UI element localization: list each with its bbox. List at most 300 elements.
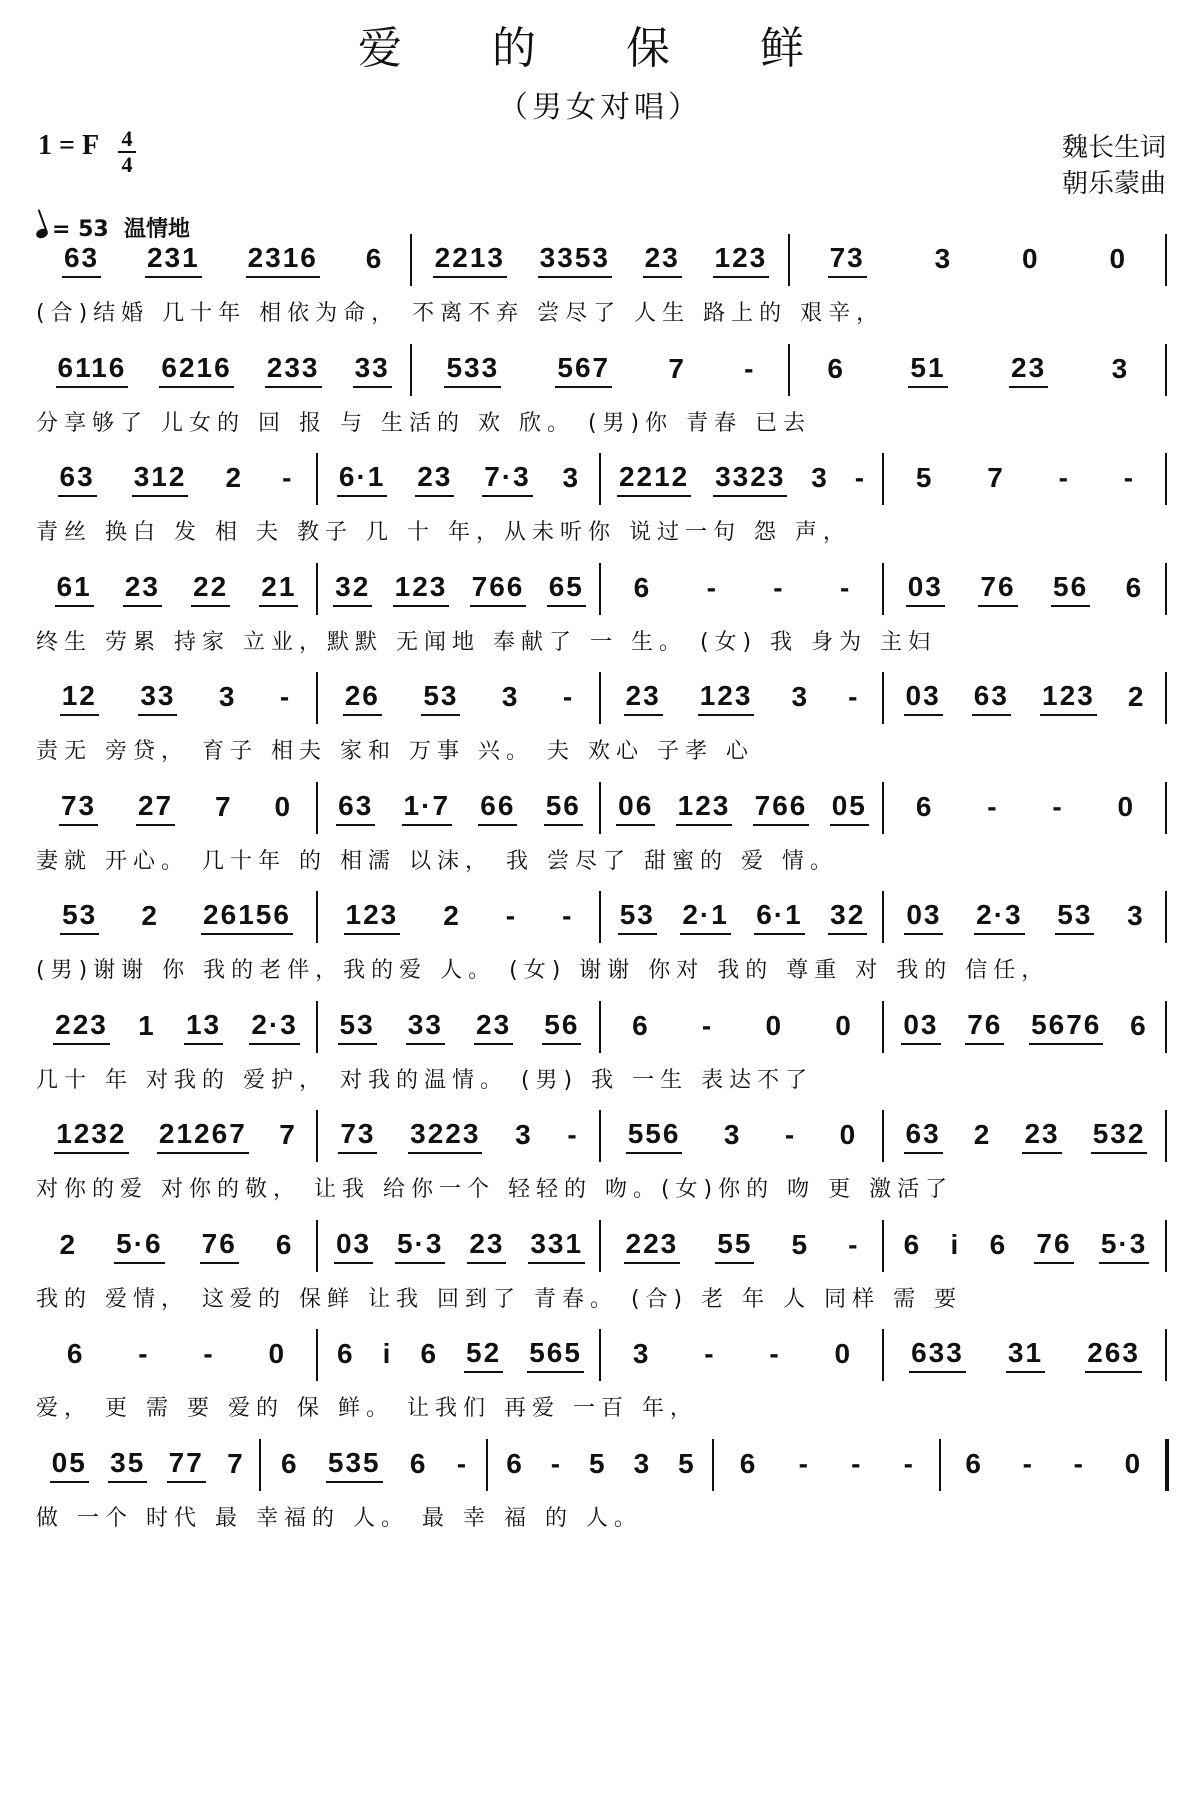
barline — [1165, 1110, 1167, 1162]
measure — [606, 999, 879, 1055]
notation-system — [36, 1437, 1168, 1547]
note-group: 1 — [138, 1009, 156, 1041]
barline — [316, 563, 318, 615]
barline — [882, 563, 884, 615]
lyrics-line: 终生 劳累 持家 立业，默默 无闻地 奉献了 一 生。 (女) 我 身为 主妇 — [36, 629, 937, 655]
measure — [889, 1108, 1162, 1164]
note-group: 6 — [903, 1228, 922, 1260]
note-group: 3223 — [408, 1118, 482, 1154]
note-group: 27 — [136, 790, 175, 826]
measure — [417, 342, 784, 398]
barline — [599, 1110, 601, 1162]
measure — [606, 561, 879, 617]
note-group: 633 — [909, 1337, 966, 1373]
key-signature: 1 = F — [38, 130, 100, 161]
note-group: - — [1123, 462, 1136, 493]
note-group: 3 — [723, 1119, 742, 1150]
barline — [599, 1001, 601, 1053]
lyrics-line: 分享够了 儿女的 回 报 与 生活的 欢 欣。 (男)你 青春 已去 — [36, 410, 812, 436]
note-group: 53 — [618, 899, 657, 935]
note-group: 23 — [467, 1228, 506, 1264]
note-group: 6 — [633, 571, 652, 603]
note-group: 23 — [643, 242, 682, 278]
barline — [882, 891, 884, 943]
note-group: 6·1 — [337, 461, 387, 497]
note-group: 7 — [227, 1447, 245, 1479]
note-group: - — [987, 790, 999, 822]
note-group: 6 — [965, 1447, 983, 1479]
note-group: 05 — [50, 1447, 89, 1483]
note-group: 2 — [59, 1228, 78, 1260]
barline — [1165, 344, 1167, 396]
note-group: - — [798, 1447, 810, 1479]
note-group: 233 — [265, 352, 322, 388]
measure — [417, 232, 784, 288]
note-group: 23 — [624, 680, 663, 716]
barline — [1165, 672, 1167, 724]
note-group: 76 — [1034, 1228, 1073, 1264]
note-group: - — [706, 571, 718, 603]
barline — [788, 344, 790, 396]
note-group: 03 — [906, 571, 945, 607]
composer: 朝乐蒙曲 — [1061, 169, 1166, 199]
note-group: 2·3 — [249, 1009, 299, 1045]
notation-system — [36, 561, 1168, 671]
note-group: 3 — [934, 243, 953, 274]
barline — [1165, 1439, 1169, 1491]
measure — [795, 342, 1162, 398]
note-group: 0 — [839, 1119, 858, 1150]
barline — [316, 672, 318, 724]
note-group: 63 — [58, 461, 97, 497]
barline — [882, 782, 884, 834]
lyrics-line: 青丝 换白 发 相 夫 教子 几 十 年，从未听你 说过一句 怨 声， — [36, 520, 851, 545]
note-group: 23 — [415, 461, 454, 497]
tempo-bpm: = 53 — [52, 217, 109, 242]
note-group: 0 — [835, 1009, 853, 1041]
note-group: 0 — [274, 790, 293, 822]
note-group: 76 — [200, 1228, 239, 1264]
lyrics-line: (合)结婚 几十年 相依为命， 不离不弃 尝尽了 人生 路上的 艰辛， — [36, 301, 885, 326]
notation-system — [36, 232, 1168, 342]
note-group: 6 — [281, 1447, 299, 1479]
note-group: 6 — [989, 1228, 1008, 1260]
note-group: 0 — [765, 1009, 784, 1041]
note-group: 26156 — [201, 899, 293, 935]
lyrics-line: (男)谢谢 你 我的老伴，我的爱 人。 (女) 谢谢 你对 我的 尊重 对 我的 信任， — [36, 958, 1050, 983]
measure — [719, 1437, 935, 1493]
note-group: 76 — [965, 1009, 1004, 1045]
note-group: 23 — [123, 571, 162, 607]
note-group: 63 — [972, 680, 1011, 716]
barline — [788, 234, 790, 286]
measure — [40, 1327, 313, 1383]
note-group: 6 — [827, 352, 845, 384]
note-group: - — [562, 900, 574, 931]
note-group: 53 — [60, 899, 99, 935]
note-group: 6 — [632, 1009, 650, 1041]
note-group: 32 — [333, 571, 372, 607]
note-group: - — [1058, 462, 1070, 493]
barline — [1165, 1329, 1167, 1381]
note-group: - — [279, 681, 292, 712]
note-group: 223 — [624, 1228, 681, 1264]
note-group: 03 — [904, 899, 943, 935]
note-group: 6 — [275, 1228, 294, 1260]
note-group: 76 — [978, 571, 1017, 607]
note-group: - — [903, 1447, 915, 1479]
lyricist: 魏长生词 — [1061, 133, 1166, 163]
note-group: 3323 — [713, 461, 787, 497]
note-group: 03 — [904, 680, 943, 716]
note-group: i — [382, 1338, 393, 1369]
note-group: 63 — [904, 1118, 943, 1154]
note-group: 56 — [544, 790, 583, 826]
note-group: 0 — [1117, 790, 1136, 822]
note-group: 23 — [1022, 1118, 1061, 1154]
note-group: - — [567, 1119, 579, 1150]
note-group: 533 — [444, 352, 501, 388]
note-group: 73 — [338, 1118, 377, 1154]
note-group: - — [282, 462, 294, 493]
notation-system — [36, 1108, 1168, 1218]
note-group: 2 — [1127, 681, 1146, 712]
measure — [40, 1437, 256, 1493]
measure — [40, 342, 407, 398]
note-group: 2 — [443, 900, 461, 931]
note-group: - — [704, 1338, 716, 1369]
note-group: 3 — [633, 1447, 652, 1479]
measure — [606, 670, 879, 726]
note-group: 123 — [344, 899, 401, 935]
note-group: 0 — [1022, 243, 1040, 274]
note-group: 2212 — [617, 461, 691, 497]
note-group: 23 — [1009, 352, 1048, 388]
note-group: 23 — [474, 1009, 513, 1045]
note-group: 567 — [555, 352, 612, 388]
note-group: 5676 — [1029, 1009, 1103, 1045]
barline — [882, 1220, 884, 1272]
note-group: 3 — [1111, 352, 1130, 384]
note-group: 5 — [589, 1447, 607, 1479]
note-group: 3 — [632, 1338, 651, 1369]
note-group: 0 — [268, 1338, 287, 1369]
note-group: 331 — [528, 1228, 585, 1264]
note-group: 532 — [1091, 1118, 1148, 1154]
note-group: 03 — [901, 1009, 940, 1045]
note-group: 66 — [478, 790, 517, 826]
measure — [323, 670, 596, 726]
lyrics-line: 我的 爱情， 这爱的 保鲜 让我 回到了 青春。 (合) 老 年 人 同样 需 要 — [36, 1286, 963, 1312]
note-group: 5 — [791, 1228, 810, 1260]
measure — [323, 1327, 596, 1383]
measure — [40, 561, 313, 617]
note-group: 63 — [336, 790, 375, 826]
barline — [410, 234, 412, 286]
barline — [316, 891, 318, 943]
barline — [316, 453, 318, 505]
note-group: 2·3 — [974, 899, 1024, 935]
lyrics-line: 对你的爱 对你的敬， 让我 给你一个 轻轻的 吻。(女)你的 吻 更 激活了 — [36, 1177, 954, 1202]
note-group: 13 — [184, 1009, 223, 1045]
time-signature — [118, 128, 136, 176]
note-group: - — [851, 1447, 863, 1479]
measure — [795, 232, 1162, 288]
note-group: 56 — [542, 1009, 581, 1045]
measure — [889, 999, 1162, 1055]
measure — [40, 780, 313, 836]
lyrics-line: 责无 旁贷， 育子 相夫 家和 万事 兴。 夫 欢心 子孝 心 — [36, 739, 754, 764]
note-group: 6 — [420, 1338, 439, 1369]
note-group: - — [848, 1228, 860, 1260]
barline — [599, 1220, 601, 1272]
barline — [259, 1439, 261, 1491]
note-group: 0 — [1109, 243, 1128, 274]
measure — [606, 889, 879, 945]
note-group: 123 — [698, 680, 755, 716]
notation-system — [36, 889, 1168, 999]
note-group: 2213 — [433, 242, 507, 278]
note-group: - — [203, 1338, 215, 1369]
note-group: 223 — [53, 1009, 110, 1045]
barline — [599, 782, 601, 834]
note-group: 6 — [506, 1447, 524, 1479]
barline — [1165, 234, 1167, 286]
barline — [1165, 1220, 1167, 1272]
note-group: 61 — [55, 571, 94, 607]
lyrics-line: 妻就 开心。 几十年 的 相濡 以沫， 我 尝尽了 甜蜜的 爱 情。 — [36, 848, 838, 874]
measure — [606, 780, 879, 836]
note-group: i — [950, 1228, 961, 1260]
note-group: - — [505, 900, 518, 931]
credits — [1062, 130, 1166, 202]
note-group: 5·3 — [1099, 1228, 1149, 1264]
lyrics-line: 做 一个 时代 最 幸福的 人。 最 幸 福 的 人。 — [36, 1505, 642, 1531]
note-group: 556 — [626, 1118, 683, 1154]
measure — [40, 999, 313, 1055]
barline — [712, 1439, 714, 1491]
lyrics-line: 几十 年 对我的 爱护， 对我的温情。 (男) 我 一生 表达不了 — [36, 1067, 814, 1093]
note-group: - — [1073, 1447, 1085, 1479]
note-group: 06 — [616, 790, 655, 826]
note-group: 5 — [678, 1447, 696, 1479]
note-group: 123 — [676, 790, 733, 826]
note-group: 3 — [791, 681, 810, 712]
note-group: 6 — [915, 790, 934, 822]
note-group: 3 — [218, 681, 237, 712]
barline — [882, 1001, 884, 1053]
note-group: 312 — [132, 461, 189, 497]
song-subtitle: （男女对唱） — [498, 90, 702, 125]
note-group: - — [701, 1009, 714, 1041]
barline — [1165, 453, 1167, 505]
note-group: 63 — [62, 242, 101, 278]
measure — [889, 451, 1162, 507]
note-group: 05 — [830, 790, 869, 826]
note-group: 2 — [973, 1119, 992, 1150]
barline — [1165, 563, 1167, 615]
note-group: 2 — [225, 462, 244, 493]
note-group: 5·3 — [395, 1228, 445, 1264]
note-group: 1·7 — [402, 790, 452, 826]
note-group: 3 — [515, 1119, 533, 1150]
barline — [882, 1110, 884, 1162]
barline — [1165, 1001, 1167, 1053]
barline — [316, 1110, 318, 1162]
note-group: - — [839, 571, 852, 603]
note-group: 21267 — [157, 1118, 249, 1154]
note-group: 31 — [1006, 1337, 1045, 1373]
barline — [316, 1329, 318, 1381]
note-group: - — [769, 1338, 781, 1369]
note-group: 3 — [562, 462, 581, 493]
note-group: 33 — [138, 680, 177, 716]
barline — [882, 672, 884, 724]
note-group: 0 — [834, 1338, 853, 1369]
note-group: 7 — [668, 352, 686, 384]
note-group: - — [744, 352, 756, 384]
note-group: 123 — [713, 242, 770, 278]
note-group: 6 — [739, 1447, 758, 1479]
measure — [493, 1437, 709, 1493]
note-group: 0 — [1124, 1447, 1143, 1479]
note-group: 766 — [753, 790, 810, 826]
note-group: - — [1022, 1447, 1034, 1479]
note-group: - — [784, 1119, 797, 1150]
measure — [606, 1327, 879, 1383]
notation-system — [36, 999, 1168, 1109]
meter-bottom: 4 — [121, 152, 133, 177]
notation-system — [36, 1218, 1168, 1328]
note-group: 73 — [59, 790, 98, 826]
notation-system — [36, 670, 1168, 780]
notation-system — [36, 451, 1168, 561]
measure — [889, 1327, 1162, 1383]
note-group: 7·3 — [482, 461, 532, 497]
measure — [606, 1108, 879, 1164]
note-group: 56 — [1051, 571, 1090, 607]
note-group: 6 — [1130, 1009, 1148, 1041]
measure — [323, 889, 596, 945]
note-group: 52 — [464, 1337, 503, 1373]
barline — [599, 1329, 601, 1381]
measure — [323, 1218, 596, 1274]
measure — [40, 1108, 313, 1164]
note-group: 35 — [108, 1447, 147, 1483]
note-group: 55 — [715, 1228, 754, 1264]
barline — [316, 782, 318, 834]
measure — [40, 670, 313, 726]
note-group: - — [773, 571, 785, 603]
note-group: 263 — [1085, 1337, 1142, 1373]
measure — [323, 1108, 596, 1164]
barline — [599, 453, 601, 505]
lyrics-line: 爱， 更 需 要 爱的 保 鲜。 让我们 再爱 一百 年， — [36, 1396, 698, 1421]
note-group: 2·1 — [680, 899, 730, 935]
measure — [40, 451, 313, 507]
barline — [486, 1439, 488, 1491]
barline — [316, 1001, 318, 1053]
note-group: 33 — [406, 1009, 445, 1045]
note-group: 73 — [828, 242, 867, 278]
barline — [410, 344, 412, 396]
note-group: 5·6 — [114, 1228, 164, 1264]
note-group: 77 — [167, 1447, 206, 1483]
barline — [316, 1220, 318, 1272]
measure — [889, 780, 1162, 836]
note-group: 3 — [1127, 900, 1145, 931]
note-group: - — [138, 1338, 150, 1369]
note-group: 1232 — [54, 1118, 128, 1154]
note-group: 32 — [828, 899, 867, 935]
note-group: 26 — [343, 680, 382, 716]
measure — [606, 1218, 879, 1274]
measure — [40, 232, 407, 288]
note-group: 231 — [145, 242, 202, 278]
note-group: - — [550, 1447, 563, 1479]
measure — [323, 780, 596, 836]
barline — [599, 891, 601, 943]
note-group: 12 — [60, 680, 99, 716]
song-title: 爱 的 保 鲜 — [358, 23, 842, 74]
note-group: 6 — [365, 243, 384, 274]
note-group: 2 — [141, 900, 159, 931]
note-group: - — [456, 1447, 469, 1479]
note-group: 53 — [421, 680, 460, 716]
notation-system — [36, 1327, 1168, 1437]
note-group: 123 — [393, 571, 450, 607]
measure — [40, 889, 313, 945]
note-group: 6 — [1125, 571, 1144, 603]
note-group: - — [854, 462, 867, 493]
note-group: 22 — [191, 571, 230, 607]
barline — [882, 1329, 884, 1381]
note-group: 6 — [409, 1447, 428, 1479]
measure — [889, 1218, 1162, 1274]
measure — [323, 999, 596, 1055]
measure — [946, 1437, 1162, 1493]
note-group: 123 — [1040, 680, 1097, 716]
barline — [599, 563, 601, 615]
notation-system — [36, 780, 1168, 890]
meter-top: 4 — [121, 126, 133, 151]
note-group: - — [848, 681, 860, 712]
note-group: 2316 — [246, 242, 320, 278]
note-group: 21 — [259, 571, 298, 607]
note-group: 51 — [908, 352, 947, 388]
note-group: 53 — [1055, 899, 1094, 935]
note-group: 53 — [338, 1009, 377, 1045]
measure — [323, 561, 596, 617]
note-group: 03 — [334, 1228, 373, 1264]
tempo-expression: 温情地 — [124, 217, 191, 242]
measure — [266, 1437, 482, 1493]
measure — [889, 561, 1162, 617]
note-group: - — [562, 681, 575, 712]
note-group: 5 — [915, 462, 934, 493]
measure — [889, 889, 1162, 945]
barline — [882, 453, 884, 505]
notation-system — [36, 342, 1168, 452]
measure — [40, 1218, 313, 1274]
note-group: 766 — [470, 571, 527, 607]
note-group: 565 — [527, 1337, 584, 1373]
note-group: - — [1052, 790, 1064, 822]
note-group: 6216 — [159, 352, 233, 388]
barline — [939, 1439, 941, 1491]
note-group: 7 — [215, 790, 233, 822]
note-group: 6 — [66, 1338, 85, 1369]
